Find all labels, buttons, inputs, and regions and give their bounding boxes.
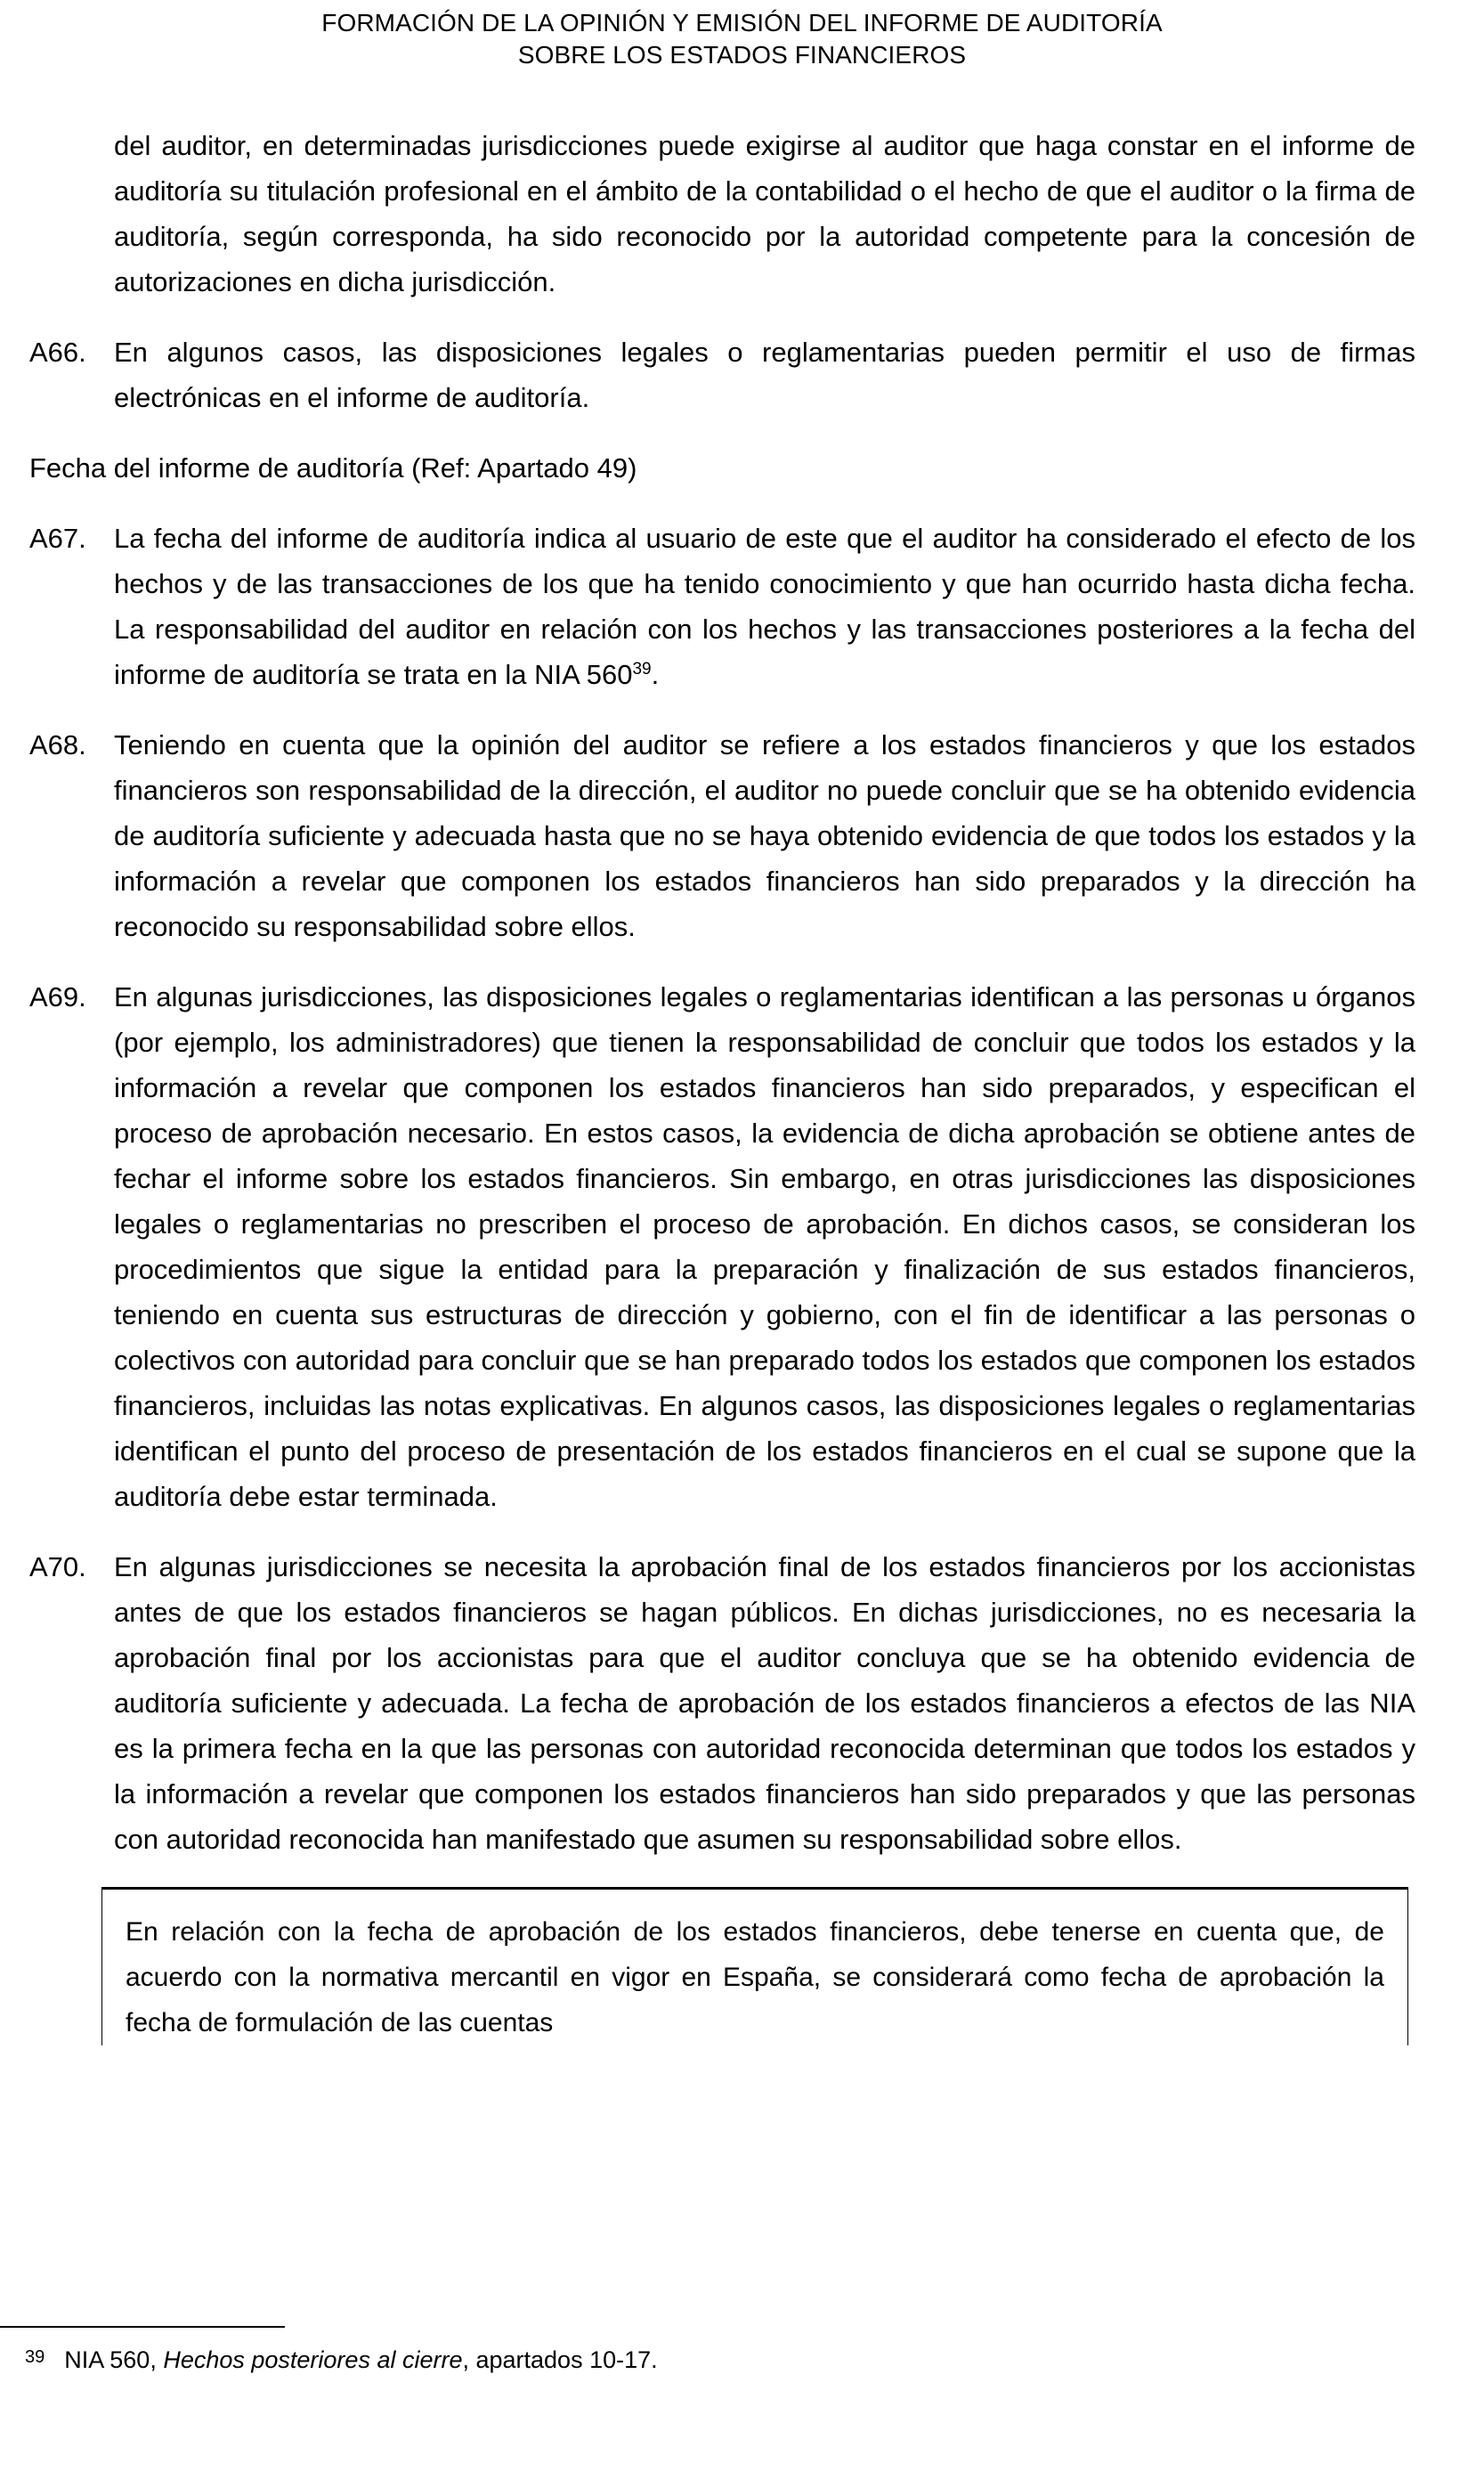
callout-text: En relación con la fecha de aprobación de los estados financieros, debe tenerse en cuenta que, de acuerdo con la normativa mercantil en vigor en España, se considerará como fecha de aprobación la fecha de formulación de las cuentas — [126, 1917, 1384, 2037]
paragraph-a68 — [29, 722, 1415, 949]
paragraph-a67-text-tail: . — [651, 659, 660, 690]
body-content — [29, 123, 1415, 2045]
paragraph-label-a70: A70. — [29, 1551, 86, 1582]
footnote-reference-39[interactable]: 39 — [632, 660, 652, 679]
footnote-area — [0, 2326, 1484, 2376]
running-header-line-1: FORMACIÓN DE LA OPINIÓN Y EMISIÓN DEL INFORME DE AUDITORÍA — [321, 9, 1163, 37]
paragraph-a67-text-main: La fecha del informe de auditoría indica al usuario de este que el auditor ha considerado el efecto de los hechos y de las transacciones de los que ha tenido conocimiento y que han ocurrido hasta dicha fecha. La responsabilidad del auditor en relación con los hechos y las transacciones posteriores a la fecha del informe de auditoría se trata en la NIA 560 — [114, 523, 1415, 690]
footnote-text-after: , apartados 10-17. — [462, 2346, 658, 2373]
section-heading-fecha-informe: Fecha del informe de auditoría (Ref: Apartado 49) — [29, 452, 637, 484]
paragraph-label-a69: A69. — [29, 981, 86, 1012]
footnote-text — [64, 2344, 1484, 2376]
paragraph-continuation — [29, 123, 1415, 305]
footnote-title-italic: Hechos posteriores al cierre — [163, 2346, 463, 2373]
paragraph-a69 — [29, 974, 1415, 1519]
paragraph-label-a68: A68. — [29, 729, 86, 760]
footnote-text-before: NIA 560, — [64, 2346, 164, 2373]
paragraph-label-a66: A66. — [29, 337, 86, 368]
footnote-separator-rule — [0, 2326, 285, 2328]
footnote-number: 39 — [25, 2347, 45, 2367]
callout-box-spain-note — [101, 1887, 1408, 2045]
paragraph-a67 — [29, 516, 1415, 697]
running-header — [0, 7, 1484, 71]
footnote-39 — [0, 2344, 1484, 2376]
paragraph-a66 — [29, 329, 1415, 420]
paragraph-text-a66: En algunos casos, las disposiciones legales o reglamentarias pueden permitir el uso de firmas electrónicas en el informe de auditoría. — [114, 337, 1415, 413]
paragraph-text: del auditor, en determinadas jurisdicciones puede exigirse al auditor que haga constar en el informe de auditoría su titulación profesional en el ámbito de la contabilidad o el hecho de que el auditor o la firma de auditoría, según corresponda, ha sido reconocido por la autoridad competente para la concesión de autorizaciones en dicha jurisdicción. — [114, 130, 1415, 297]
paragraph-text-a68: Teniendo en cuenta que la opinión del auditor se refiere a los estados financieros y que los estados financieros son responsabilidad de la dirección, el auditor no puede concluir que se ha obtenido evidencia de auditoría suficiente y adecuada hasta que no se haya obtenido evidencia de que todos los estados y la información a revelar que componen los estados financieros han sido preparados y la dirección ha reconocido su responsabilidad sobre ellos. — [114, 729, 1415, 942]
paragraph-label-a67: A67. — [29, 523, 86, 554]
paragraph-a70 — [29, 1544, 1415, 1862]
paragraph-text-a70: En algunas jurisdicciones se necesita la aprobación final de los estados financieros por los accionistas antes de que los estados financieros se hagan públicos. En dichas jurisdicciones, no es necesaria la aprobación final por los accionistas para que el auditor concluya que se ha obtenido evidencia de auditoría suficiente y adecuada. La fecha de aprobación de los estados financieros a efectos de las NIA es la primera fecha en la que las personas con autoridad reconocida determinan que todos los estados y la información a revelar que componen los estados financieros han sido preparados y que las personas con autoridad reconocida han manifestado que asumen su responsabilidad sobre ellos. — [114, 1551, 1415, 1855]
running-header-line-2: SOBRE LOS ESTADOS FINANCIEROS — [517, 41, 967, 69]
paragraph-text-a67 — [114, 516, 1415, 697]
paragraph-text-a69: En algunas jurisdicciones, las disposiciones legales o reglamentarias identifican a las personas u órganos (por ejemplo, los administradores) que tienen la responsabilidad de concluir que todos los estados y la información a revelar que componen los estados financieros han sido preparados, y especifican el proceso de aprobación necesario. En estos casos, la evidencia de dicha aprobación se obtiene antes de fechar el informe sobre los estados financieros. Sin embargo, en otras jurisdicciones las disposiciones legales o reglamentarias no prescriben el proceso de aprobación. En dichos casos, se consideran los procedimientos que sigue la entidad para la preparación y finalización de sus estados financieros, teniendo en cuenta sus estructuras de dirección y gobierno, con el fin de identificar a las personas o colectivos con autoridad para concluir que se han preparado todos los estados que componen los estados financieros, incluidas las notas explicativas. En algunos casos, las disposiciones legales o reglamentarias identifican el punto del proceso de presentación de los estados financieros en el cual se supone que la auditoría debe estar terminada. — [114, 981, 1415, 1512]
